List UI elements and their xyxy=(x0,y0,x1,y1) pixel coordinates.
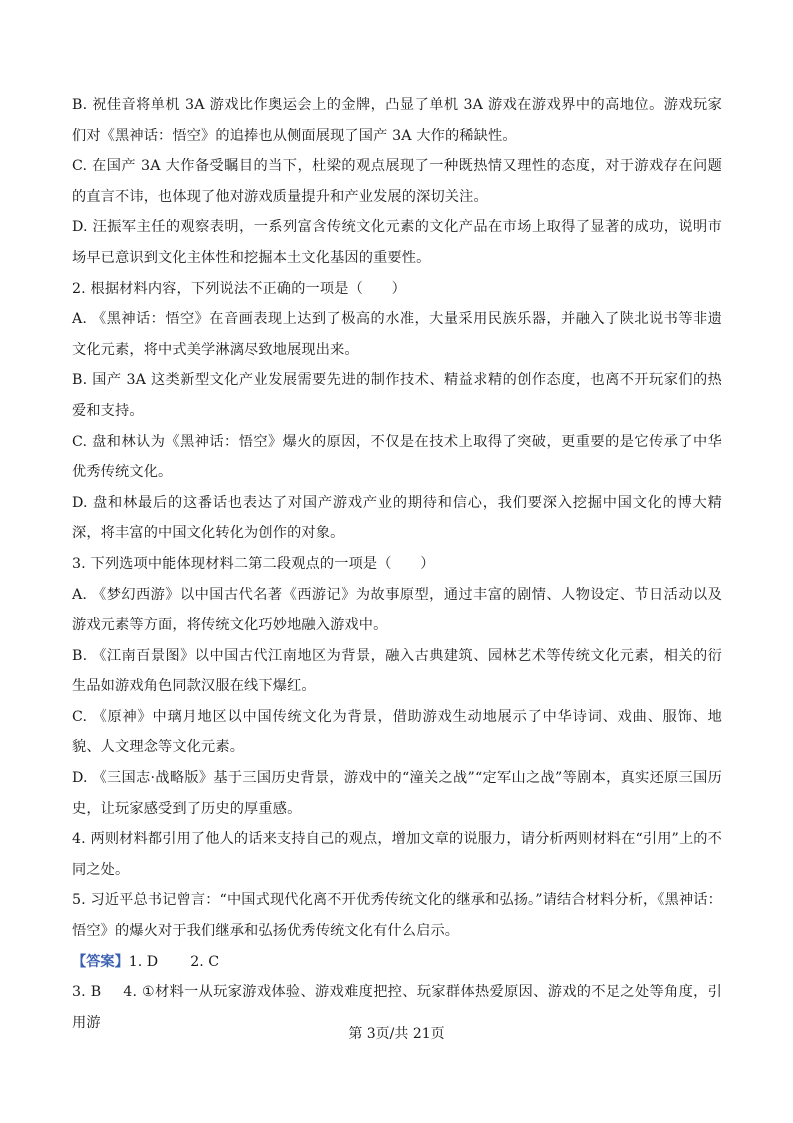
answer-3: 3. B xyxy=(72,984,102,1001)
option-2b: B. 国产 3A 这类新型文化产业发展需要先进的制作技术、精益求精的创作态度，也离不开玩家们的热爱和支持。 xyxy=(72,372,722,419)
answer-2: 2. C xyxy=(190,953,220,970)
option-3c: C. 《原神》中璃月地区以中国传统文化为背景，借助游戏生动地展示了中华诗词、戏曲、服饰、地貌、人文理念等文化元素。 xyxy=(72,708,722,756)
option-2d: D. 盘和林最后的这番话也表达了对国产游戏产业的期待和信心，我们要深入挖掘中国文化的博大精深，将丰富的中国文化转化为创作的对象。 xyxy=(72,494,722,542)
option-1d: D. 汪振军主任的观察表明，一系列富含传统文化元素的文化产品在市场上取得了显著的成功，说明市场早已意识到文化主体性和挖掘本土文化基因的重要性。 xyxy=(72,219,722,266)
option-3d: D. 《三国志·战略版》基于三国历史背景，游戏中的“潼关之战”“定军山之战”等剧本，真实还原三国历史，让玩家感受到了历史的厚重感。 xyxy=(72,770,722,817)
answer-line-1 xyxy=(72,947,722,978)
option-3b: B. 《江南百景图》以中国古代江南地区为背景，融入古典建筑、园林艺术等传统文化元素，相关的衍生品如游戏角色同款汉服在线下爆红。 xyxy=(72,647,722,695)
answer-tag: 【答案】 xyxy=(72,953,129,970)
answer-4: 4. ①材料一从玩家游戏体验、游戏难度把控、玩家群体热爱原因、游戏的不足之处等角度，引用游 xyxy=(72,984,722,1031)
question-4: 4. 两则材料都引用了他人的话来支持自己的观点，增加文章的说服力，请分析两则材料在“引用”上的不同之处。 xyxy=(72,831,722,878)
question-5: 5. 习近平总书记曾言：“中国式现代化离不开优秀传统文化的继承和弘扬。”请结合材料分析，《黑神话：悟空》的爆火对于我们继承和弘扬优秀传统文化有什么启示。 xyxy=(72,892,722,940)
option-2a: A. 《黑神话：悟空》在音画表现上达到了极高的水准，大量采用民族乐器，并融入了陕北说书等非遗文化元素，将中式美学淋漓尽致地展现出来。 xyxy=(72,311,722,358)
question-2: 2. 根据材料内容，下列说法不正确的一项是（ ） xyxy=(72,280,406,297)
option-1c: C. 在国产 3A 大作备受瞩目的当下，杜梁的观点展现了一种既热情又理性的态度，对于游戏存在问题的直言不讳，也体现了他对游戏质量提升和产业发展的深切关注。 xyxy=(72,158,722,205)
option-1b: B. 祝佳音将单机 3A 游戏比作奥运会上的金牌，凸显了单机 3A 游戏在游戏界中的高地位。游戏玩家们对《黑神话：悟空》的追捧也从侧面展现了国产 3A 大作的稀缺性。 xyxy=(72,97,722,144)
document-body xyxy=(72,90,722,1038)
option-2c: C. 盘和林认为《黑神话：悟空》爆火的原因，不仅是在技术上取得了突破，更重要的是它传承了中华优秀传统文化。 xyxy=(72,433,722,481)
answer-1: 1. D xyxy=(128,953,159,970)
question-3: 3. 下列选项中能体现材料二第二段观点的一项是（ ） xyxy=(72,555,435,572)
option-3a: A. 《梦幻西游》以中国古代名著《西游记》为故事原型，通过丰富的剧情、人物设定、节日活动以及游戏元素等方面，将传统文化巧妙地融入游戏中。 xyxy=(72,586,722,634)
page-footer: 第 3页/共 21页 xyxy=(348,1026,445,1042)
